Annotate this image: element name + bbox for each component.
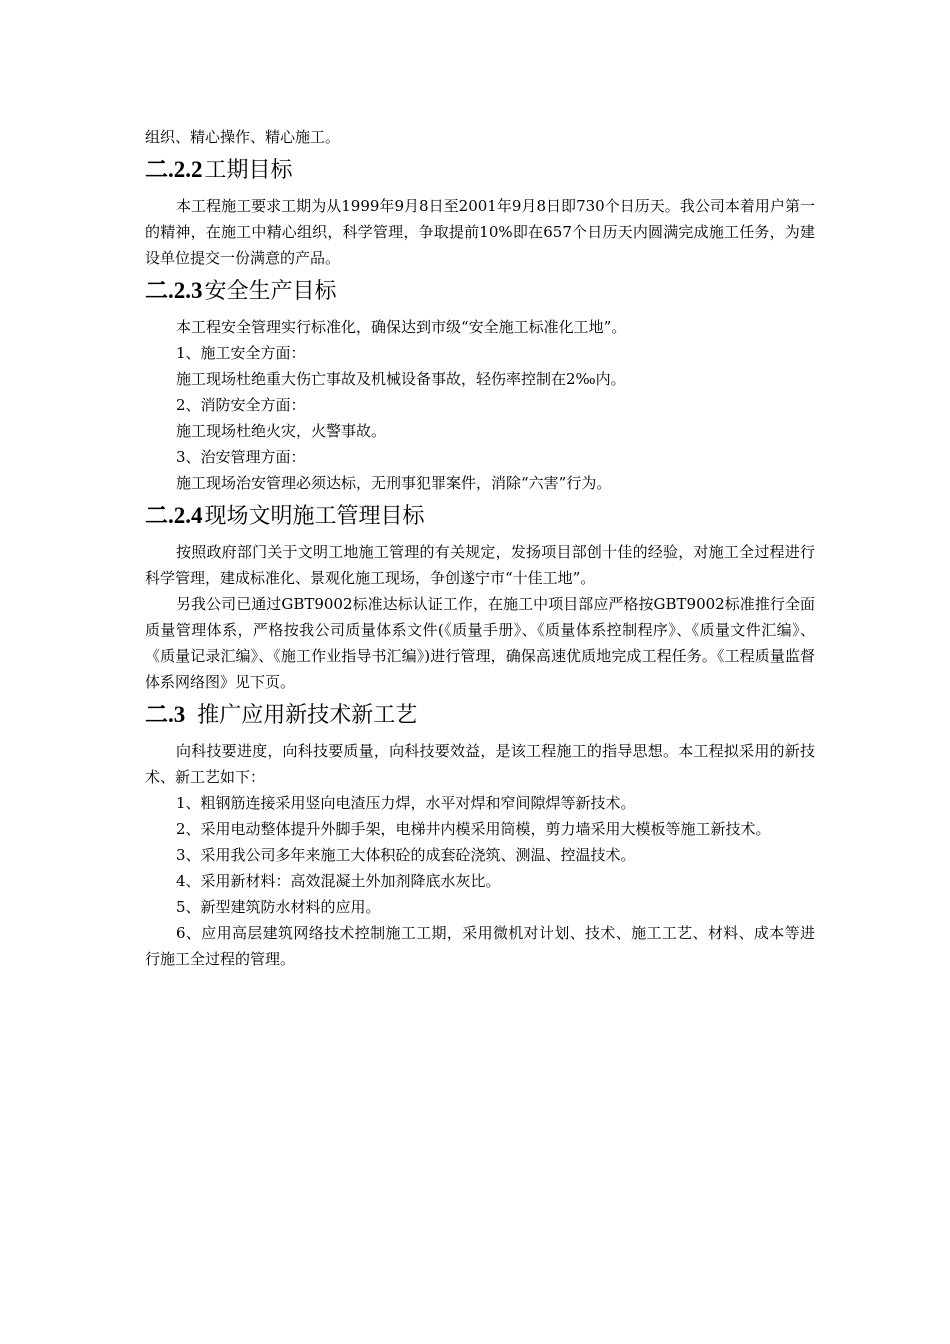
section-number: 二.2.2: [145, 157, 203, 182]
safety-intro: 本工程安全管理实行标准化，确保达到市级“安全施工标准化工地”。: [176, 318, 627, 336]
section-heading-civilized-construction: [145, 500, 815, 533]
list-item: 3、治安管理方面：: [176, 448, 306, 466]
technology-intro: 向科技要进度，向科技要质量，向科技要效益，是该工程施工的指导思想。本工程拟采用的新技术、新工艺如下：: [145, 742, 815, 786]
document-page: [145, 124, 815, 972]
list-item: 1、粗钢筋连接采用竖向电渣压力焊，水平对焊和窄间隙焊等新技术。: [176, 794, 636, 812]
list-item: 4、采用新材料：高效混凝土外加剂降底水灰比。: [176, 872, 501, 890]
section-title: 安全生产目标: [204, 279, 337, 304]
section-heading-new-technology: [145, 699, 815, 732]
list-item: 施工现场杜绝火灾，火警事故。: [176, 422, 387, 440]
section-number: 二.2.3: [145, 278, 203, 303]
section-title: 现场文明施工管理目标: [204, 504, 425, 529]
civilized-paragraph-2: 另我公司已通过GBT9002标准达标认证工作，在施工中项目部应严格按GBT9002标准推行全面质量管理体系，严格按我公司质量体系文件(《质量手册》、《质量体系控制程序》、《质量文件汇编》、《质量记录汇编》、《施工作业指导书汇编》)进行管理，确保高速优质地完成工程任务。《工程质量监督体系网络图》见下页。: [145, 595, 815, 691]
list-item: 施工现场杜绝重大伤亡事故及机械设备事故，轻伤率控制在2‰内。: [176, 370, 626, 388]
schedule-paragraph: 本工程施工要求工期为从1999年9月8日至2001年9月8日即730个日历天。我公司本着用户第一的精神，在施工中精心组织，科学管理，争取提前10%即在657个日历天内圆满完成施工任务，为建设单位提交一份满意的产品。: [145, 197, 815, 267]
list-item: 2、消防安全方面：: [176, 396, 306, 414]
section-number: 二.3: [145, 702, 186, 727]
section-heading-schedule: [145, 154, 815, 187]
list-item: 施工现场治安管理必须达标，无刑事犯罪案件，消除“六害”行为。: [176, 474, 612, 492]
section-number: 二.2.4: [145, 503, 203, 528]
technology-closing: 6、应用高层建筑网络技术控制施工工期，采用微机对计划、技术、施工工艺、材料、成本等进行施工全过程的管理。: [145, 924, 815, 968]
section-heading-safety: [145, 275, 815, 308]
list-item: 1、施工安全方面：: [176, 344, 306, 362]
list-item: 3、采用我公司多年来施工大体积砼的成套砼浇筑、测温、控温技术。: [176, 846, 636, 864]
list-item: 5、新型建筑防水材料的应用。: [176, 898, 381, 916]
section-title: 推广应用新技术新工艺: [197, 703, 418, 728]
section-title: 工期目标: [204, 158, 293, 183]
list-item: 2、采用电动整体提升外脚手架，电梯井内模采用筒模，剪力墙采用大模板等施工新技术。: [176, 820, 771, 838]
continuation-text: 组织、精心操作、精心施工。: [145, 128, 341, 146]
civilized-paragraph-1: 按照政府部门关于文明工地施工管理的有关规定，发扬项目部创十佳的经验，对施工全过程进行科学管理，建成标准化、景观化施工现场，争创遂宁市“十佳工地”。: [145, 543, 815, 587]
